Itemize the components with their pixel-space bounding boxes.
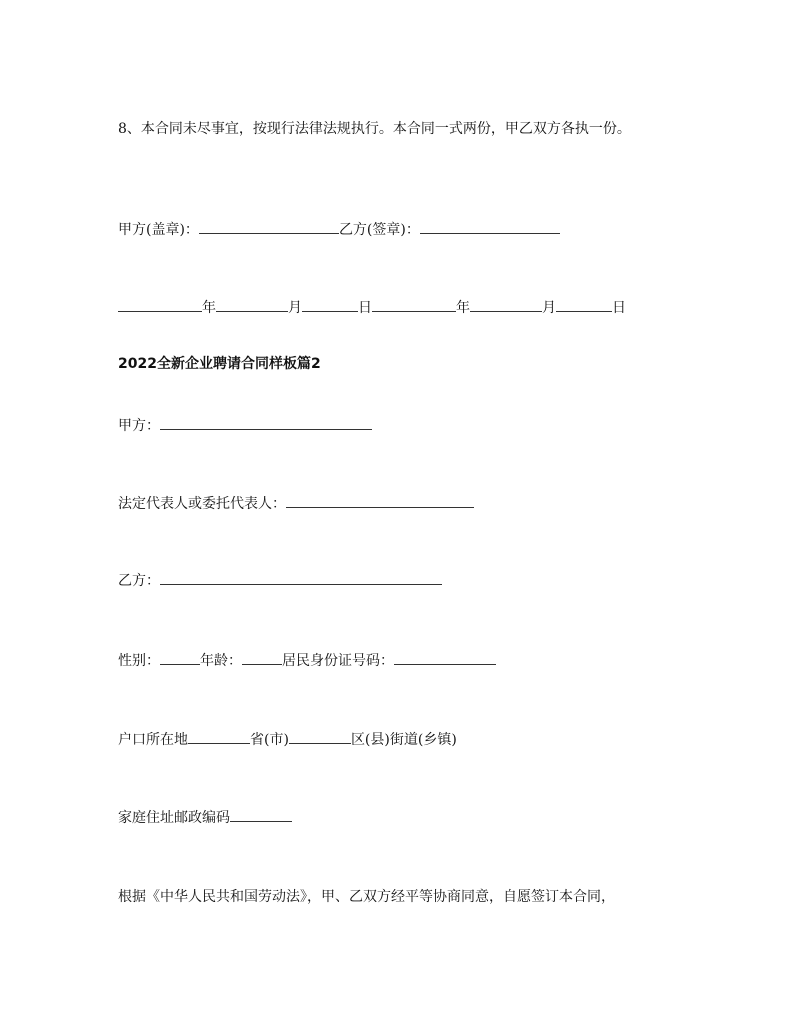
date-row — [118, 296, 626, 320]
home-address-row — [118, 806, 292, 830]
age-label: 年龄： — [200, 653, 242, 669]
month-label-a: 月 — [288, 300, 302, 316]
district-blank — [289, 729, 351, 744]
age-blank — [242, 650, 282, 665]
day-label-b: 日 — [612, 300, 626, 316]
personal-info-row — [118, 649, 496, 673]
party-a-seal-label: 甲方(盖章)： — [118, 222, 199, 238]
party-a-seal-blank — [199, 219, 339, 234]
legal-rep-label: 法定代表人或委托代表人： — [118, 496, 286, 512]
month-blank-b — [470, 297, 542, 312]
home-address-label: 家庭住址邮政编码 — [118, 810, 230, 826]
id-number-blank — [394, 650, 496, 665]
gender-blank — [160, 650, 200, 665]
section-heading: 2022全新企业聘请合同样板篇2 — [118, 356, 321, 372]
party-b-seal-label: 乙方(签章)： — [338, 222, 420, 238]
day-label-a: 日 — [358, 300, 372, 316]
province-label: 省(市) — [250, 732, 289, 748]
signature-row — [118, 218, 560, 242]
party-a-blank — [160, 415, 372, 430]
month-blank-a — [216, 297, 288, 312]
clause-8-paragraph: 8、本合同未尽事宜，按现行法律法规执行。本合同一式两份，甲乙双方各执一份。 — [118, 121, 631, 137]
id-number-label: 居民身份证号码： — [282, 653, 394, 669]
day-blank-b — [556, 297, 612, 312]
year-blank-b — [372, 297, 456, 312]
party-b-label: 乙方： — [118, 573, 160, 589]
gender-label: 性别： — [118, 653, 160, 669]
party-a-row — [118, 414, 372, 438]
party-a-label: 甲方： — [118, 418, 160, 434]
legal-rep-row — [118, 492, 474, 516]
hukou-row — [118, 728, 457, 752]
year-label-a: 年 — [202, 300, 216, 316]
day-blank-a — [302, 297, 358, 312]
closing-paragraph: 根据《中华人民共和国劳动法》，甲、乙双方经平等协商同意，自愿签订本合同， — [118, 889, 615, 905]
legal-rep-blank — [286, 493, 474, 508]
district-label: 区(县)街道(乡镇) — [350, 732, 457, 748]
hukou-label: 户口所在地 — [118, 732, 188, 748]
year-blank-a — [118, 297, 202, 312]
party-b-row — [118, 569, 442, 593]
party-b-blank — [160, 570, 442, 585]
month-label-b: 月 — [542, 300, 556, 316]
party-b-seal-blank — [420, 219, 560, 234]
postal-code-blank — [230, 807, 292, 822]
province-blank — [188, 729, 250, 744]
year-label-b: 年 — [456, 300, 470, 316]
